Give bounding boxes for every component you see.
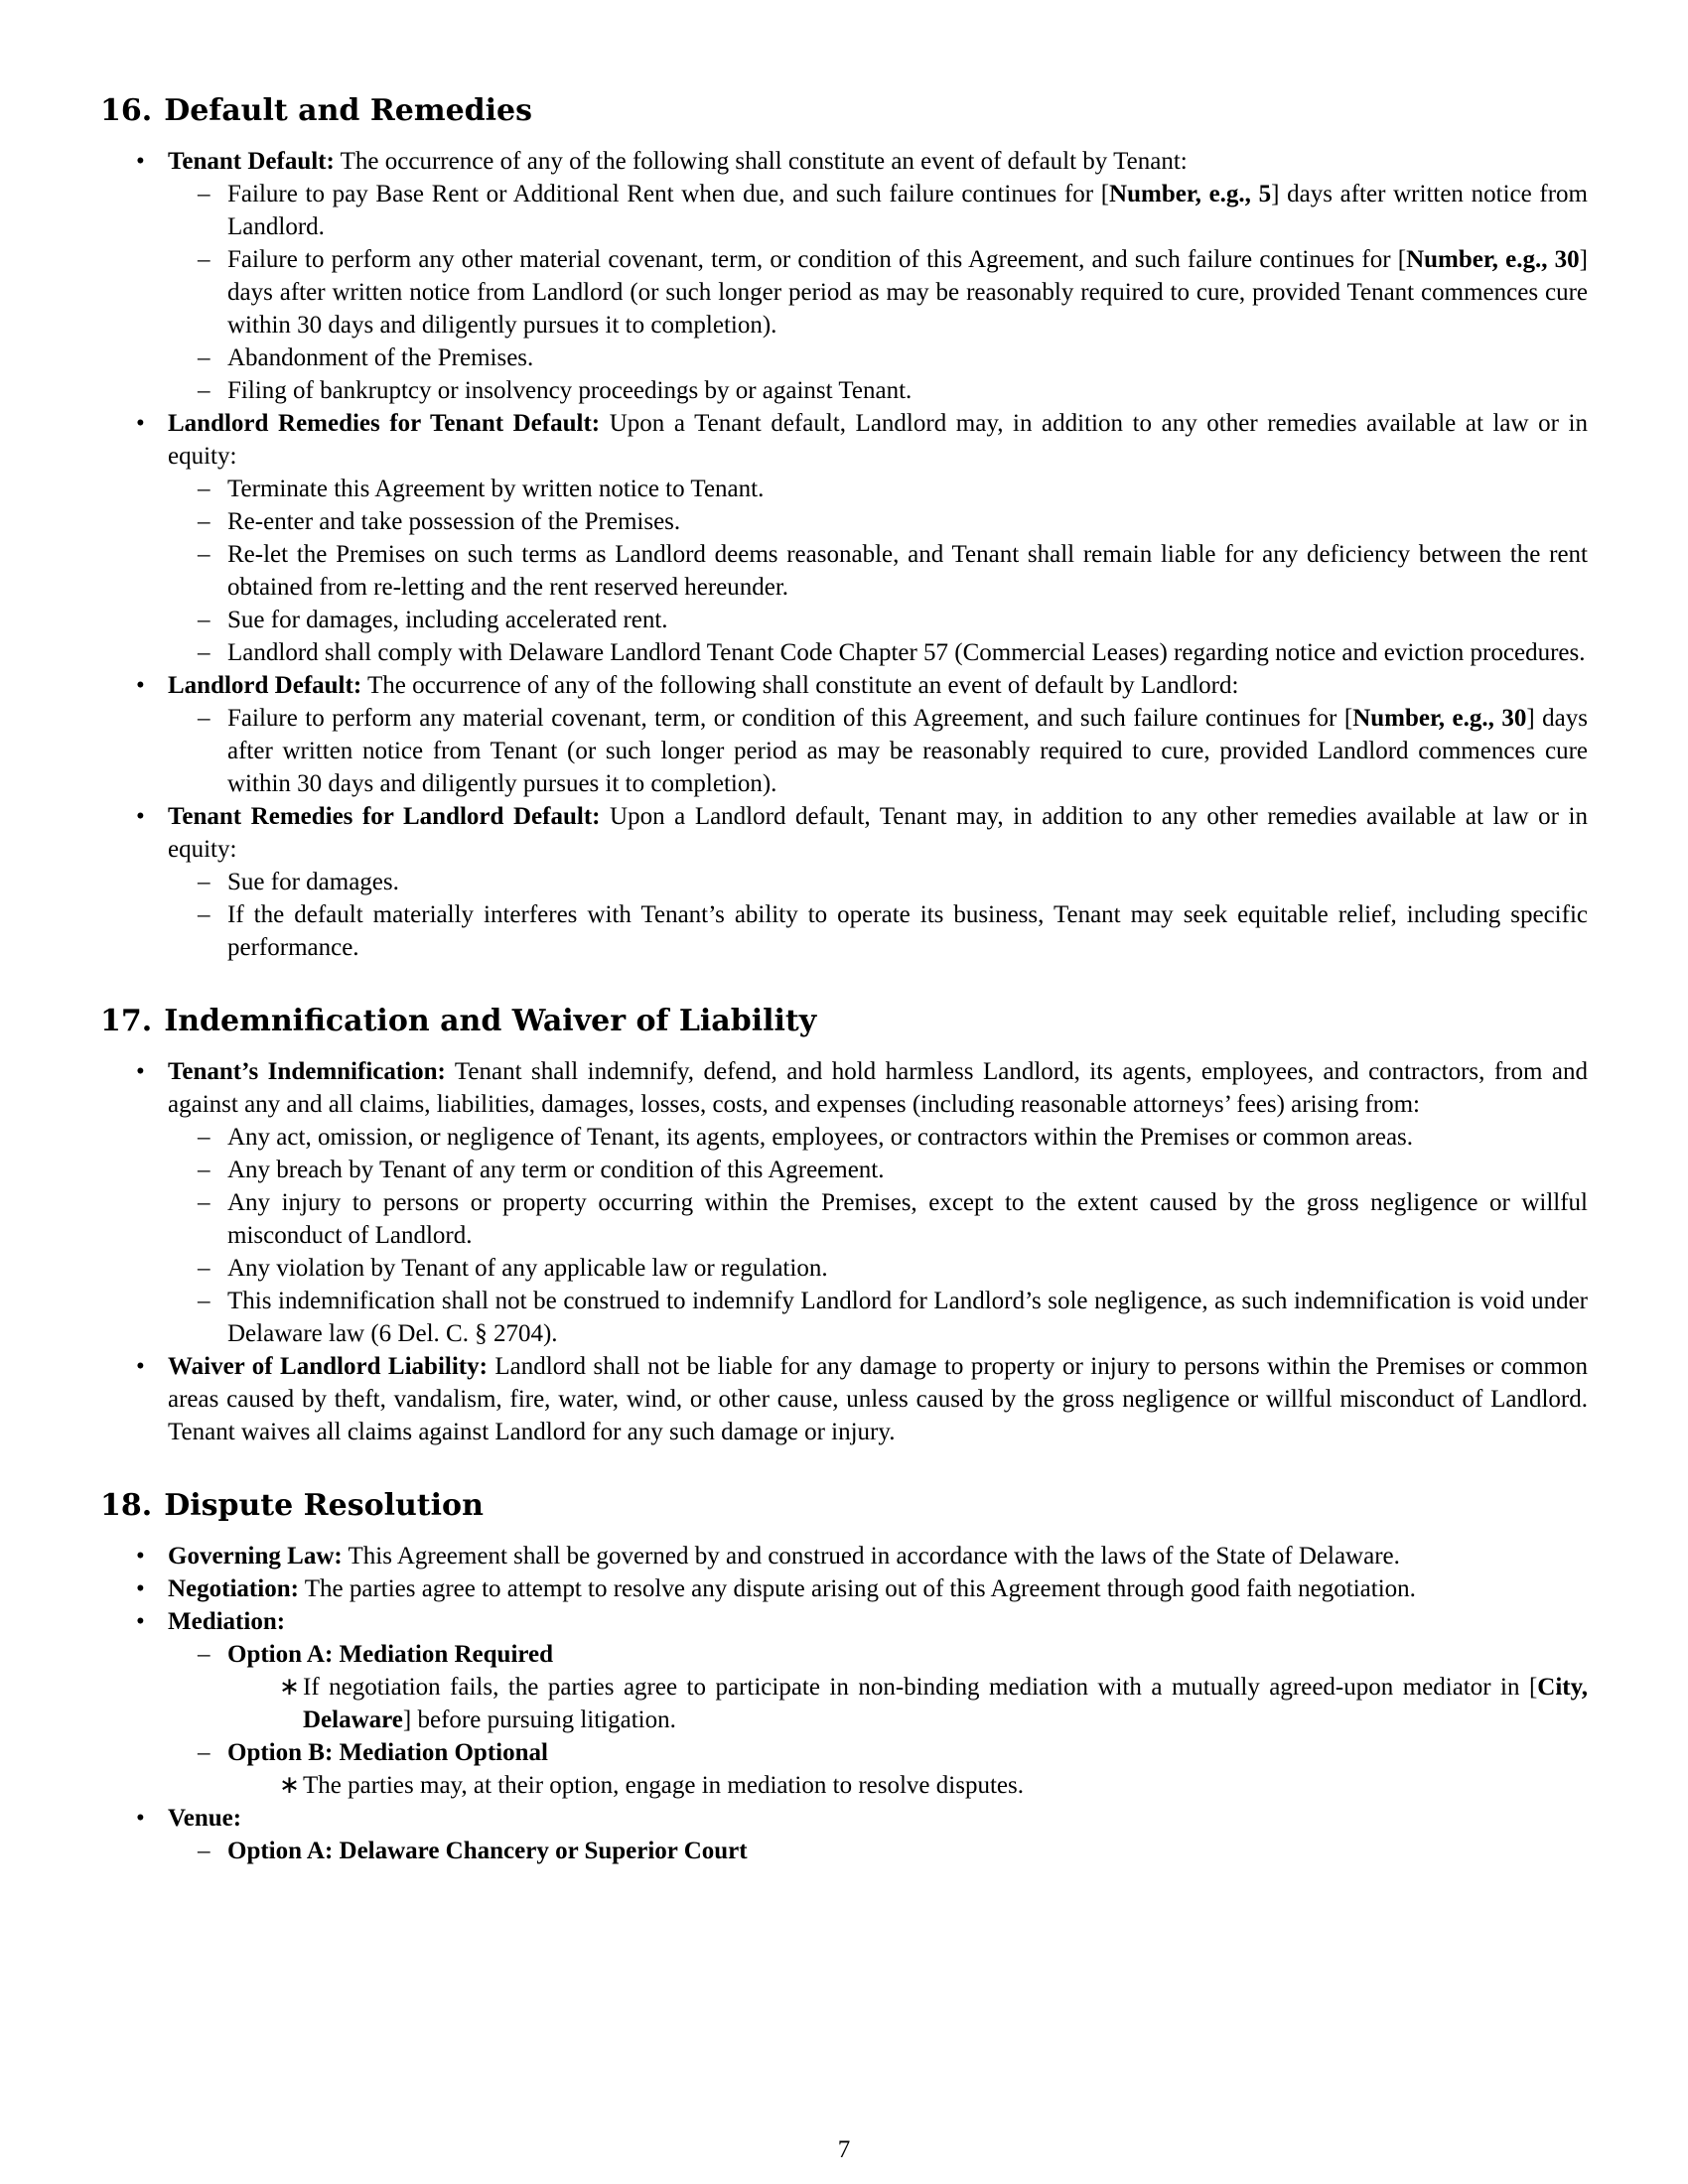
sub-item: – Failure to perform any material covenant, term, or condition of this Agreement, and such failure continues for [Number, e.g., 30] days after written notice from Tenant (or such longer period as may be reasonably required to cure, provided Landlord commences cure within 30 days and diligently pursues it to completion). <box>168 702 1588 800</box>
section-17 <box>100 1002 1588 1448</box>
list-item: • Waiver of Landlord Liability: Landlord shall not be liable for any damage to property or injury to persons within the Premises or common areas caused by theft, vandalism, fire, water, wind, or other cause, unless caused by the gross negligence or willful misconduct of Landlord. Tenant waives all claims against Landlord for any such damage or injury. <box>100 1350 1588 1448</box>
sub-item: – If the default materially interferes with Tenant’s ability to operate its business, Tenant may seek equitable relief, including specific performance. <box>168 898 1588 964</box>
section-18 <box>100 1486 1588 1867</box>
sub-item: – Any breach by Tenant of any term or condition of this Agreement. <box>168 1154 1588 1186</box>
sub-item: – Any violation by Tenant of any applicable law or regulation. <box>168 1252 1588 1285</box>
list-item: • Governing Law: This Agreement shall be governed by and construed in accordance with the laws of the State of Delaware. <box>100 1540 1588 1572</box>
sub-item: – Filing of bankruptcy or insolvency proceedings by or against Tenant. <box>168 374 1588 407</box>
sub-item: – Option A: Mediation Required ∗ If negotiation fails, the parties agree to participate in non-binding mediation with a mutually agreed-upon mediator in [City, Delaware] before pursuing litigation. <box>168 1638 1588 1736</box>
list-item: • Tenant Remedies for Landlord Default: Upon a Landlord default, Tenant may, in addition to any other remedies available at law or in equity: – Sue for damages. – If the default materially interferes with Tenant’s ability to operate its business, Tenant may seek equitable relief, including specific performance. <box>100 800 1588 964</box>
sub-item: – Option A: Delaware Chancery or Superior Court <box>168 1835 1588 1867</box>
page-number: 7 <box>837 2136 851 2163</box>
bullet-list <box>100 1055 1588 1448</box>
list-item: • Mediation: – Option A: Mediation Required ∗ If negotiation fails, the parties agree to participate in non-binding mediation with a mutually agreed-upon mediator in [City, Delaware] before pursuing litigation. – Option B: Mediation Optional ∗ The parties may, at their option, engage in mediation to resolve disputes. <box>100 1605 1588 1802</box>
sub-item: – Re-let the Premises on such terms as Landlord deems reasonable, and Tenant shall remain liable for any deficiency between the rent obtained from re-letting and the rent reserved hereunder. <box>168 538 1588 604</box>
list-item: • Negotiation: The parties agree to attempt to resolve any dispute arising out of this Agreement through good faith negotiation. <box>100 1572 1588 1605</box>
list-item: • Tenant Default: The occurrence of any of the following shall constitute an event of default by Tenant: – Failure to pay Base Rent or Additional Rent when due, and such failure continues for [Number, e.g., 5] days after written notice from Landlord. – Failure to perform any other material covenant, term, or condition of this Agreement, and such failure continues for [Number, e.g., 30] days after written notice from Landlord (or such longer period as may be reasonably required to cure, provided Tenant commences cure within 30 days and diligently pursues it to completion). – Abandonment of the Premises. – Filing of bankruptcy or insolvency proceedings by or against Tenant. <box>100 145 1588 407</box>
star-item: ∗ If negotiation fails, the parties agree to participate in non-binding mediation with a mutually agreed-upon mediator in [City, Delaware] before pursuing litigation. <box>277 1671 1588 1736</box>
list-item: • Landlord Default: The occurrence of any of the following shall constitute an event of default by Landlord: – Failure to perform any material covenant, term, or condition of this Agreement, and such failure continues for [Number, e.g., 30] days after written notice from Tenant (or such longer period as may be reasonably required to cure, provided Landlord commences cure within 30 days and diligently pursues it to completion). <box>100 669 1588 800</box>
sub-item: – Terminate this Agreement by written notice to Tenant. <box>168 473 1588 505</box>
sub-item: – Failure to perform any other material covenant, term, or condition of this Agreement, and such failure continues for [Number, e.g., 30] days after written notice from Landlord (or such longer period as may be reasonably required to cure, provided Tenant commences cure within 30 days and diligently pursues it to completion). <box>168 243 1588 341</box>
bullet-list <box>100 145 1588 964</box>
list-item: • Landlord Remedies for Tenant Default: Upon a Tenant default, Landlord may, in addition to any other remedies available at law or in equity: – Terminate this Agreement by written notice to Tenant. – Re-enter and take possession of the Premises. – Re-let the Premises on such terms as Landlord deems reasonable, and Tenant shall remain liable for any deficiency between the rent obtained from re-letting and the rent reserved hereunder. – Sue for damages, including accelerated rent. – Landlord shall comply with Delaware Landlord Tenant Code Chapter 57 (Commercial Leases) regarding notice and eviction procedures. <box>100 407 1588 669</box>
sub-item: – Landlord shall comply with Delaware Landlord Tenant Code Chapter 57 (Commercial Leases) regarding notice and eviction procedures. <box>168 636 1588 669</box>
sub-item: – Sue for damages, including accelerated rent. <box>168 604 1588 636</box>
section-heading: 17. Indemnification and Waiver of Liability <box>100 1004 817 1038</box>
section-16 <box>100 91 1588 964</box>
sub-item: – Failure to pay Base Rent or Additional Rent when due, and such failure continues for [Number, e.g., 5] days after written notice from Landlord. <box>168 178 1588 243</box>
star-item: ∗ The parties may, at their option, engage in mediation to resolve disputes. <box>277 1769 1588 1802</box>
sub-item: – Abandonment of the Premises. <box>168 341 1588 374</box>
section-heading: 18. Dispute Resolution <box>100 1488 484 1523</box>
list-item: • Tenant’s Indemnification: Tenant shall indemnify, defend, and hold harmless Landlord, its agents, employees, and contractors, from and against any and all claims, liabilities, damages, losses, costs, and expenses (including reasonable attorneys’ fees) arising from: – Any act, omission, or negligence of Tenant, its agents, employees, or contractors within the Premises or common areas. – Any breach by Tenant of any term or condition of this Agreement. – Any injury to persons or property occurring within the Premises, except to the extent caused by the gross negligence or willful misconduct of Landlord. – Any violation by Tenant of any applicable law or regulation. – This indemnification shall not be construed to indemnify Landlord for Landlord’s sole negligence, as such indemnification is void under Delaware law (6 Del. C. § 2704). <box>100 1055 1588 1350</box>
sub-item: – Sue for damages. <box>168 866 1588 898</box>
sub-item: – This indemnification shall not be construed to indemnify Landlord for Landlord’s sole negligence, as such indemnification is void under Delaware law (6 Del. C. § 2704). <box>168 1285 1588 1350</box>
sub-item: – Any injury to persons or property occurring within the Premises, except to the extent caused by the gross negligence or willful misconduct of Landlord. <box>168 1186 1588 1252</box>
sub-item: – Any act, omission, or negligence of Tenant, its agents, employees, or contractors within the Premises or common areas. <box>168 1121 1588 1154</box>
sub-item: – Option B: Mediation Optional ∗ The parties may, at their option, engage in mediation to resolve disputes. <box>168 1736 1588 1802</box>
bullet-list <box>100 1540 1588 1867</box>
sub-item: – Re-enter and take possession of the Premises. <box>168 505 1588 538</box>
document-page <box>100 91 1588 1905</box>
section-heading: 16. Default and Remedies <box>100 93 533 128</box>
list-item: • Venue: – Option A: Delaware Chancery or Superior Court <box>100 1802 1588 1867</box>
